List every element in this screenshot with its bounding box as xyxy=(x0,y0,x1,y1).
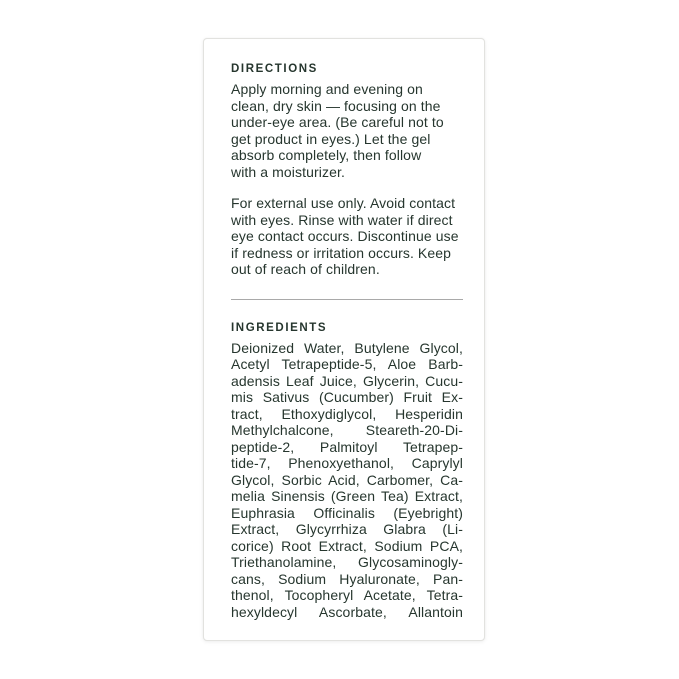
ingredients-heading: INGREDIENTS xyxy=(231,321,328,334)
text-line: peptide-2, Palmitoyl Tetrapep- xyxy=(231,438,463,455)
text-line: tract, Ethoxydiglycol, Hesperidin xyxy=(231,405,463,422)
text-line: under-eye area. (Be careful not to xyxy=(231,114,444,130)
text-line: Extract, Glycyrrhiza Glabra (Li- xyxy=(231,521,463,537)
section-divider xyxy=(231,299,463,300)
text-line: with a moisturizer. xyxy=(231,163,345,180)
ingredients-section xyxy=(231,322,463,621)
directions-section xyxy=(231,63,463,278)
text-line: adensis Leaf Juice, Glycerin, Cucu- xyxy=(231,372,463,389)
text-line: Methylchalcone, Steareth-20-Di- xyxy=(231,422,463,438)
text-line: cans, Sodium Hyaluronate, Pan- xyxy=(231,570,463,587)
text-line: thenol, Tocopheryl Acetate, Tetra- xyxy=(231,587,463,603)
text-line: Triethanolamine, Glycosaminogly- xyxy=(231,554,463,570)
ingredients-text xyxy=(231,340,463,621)
text-line: out of reach of children. xyxy=(231,261,380,277)
text-line: melia Sinensis (Green Tea) Extract, xyxy=(231,488,463,504)
text-line: Acetyl Tetrapeptide-5, Aloe Barb- xyxy=(231,356,463,372)
text-line: tide-7, Phenoxyethanol, Caprylyl xyxy=(231,455,463,471)
text-line: Euphrasia Officinalis (Eyebright) xyxy=(231,504,463,521)
directions-paragraph-usage xyxy=(231,81,463,180)
directions-paragraph-warning xyxy=(231,195,463,278)
text-line: get product in eyes.) Let the gel xyxy=(231,130,431,147)
directions-heading: DIRECTIONS xyxy=(231,63,318,75)
text-line: corice) Root Extract, Sodium PCA, xyxy=(231,537,463,554)
text-line: mis Sativus (Cucumber) Fruit Ex- xyxy=(231,389,463,405)
text-line: For external use only. Avoid contact xyxy=(231,195,456,211)
product-label-panel xyxy=(203,38,485,641)
text-line: Deionized Water, Butylene Glycol, xyxy=(231,339,463,356)
text-line: Glycol, Sorbic Acid, Carbomer, Ca- xyxy=(231,471,463,488)
text-line: hexyldecyl Ascorbate, Allantoin xyxy=(231,603,463,620)
text-line: if redness or irritation occurs. Keep xyxy=(231,244,452,261)
text-line: with eyes. Rinse with water if direct xyxy=(231,211,453,228)
text-line: absorb completely, then follow xyxy=(231,147,422,163)
text-line: clean, dry skin — focusing on the xyxy=(231,97,441,114)
text-line: Apply morning and evening on xyxy=(231,81,423,97)
text-line: eye contact occurs. Discontinue use xyxy=(231,228,459,244)
